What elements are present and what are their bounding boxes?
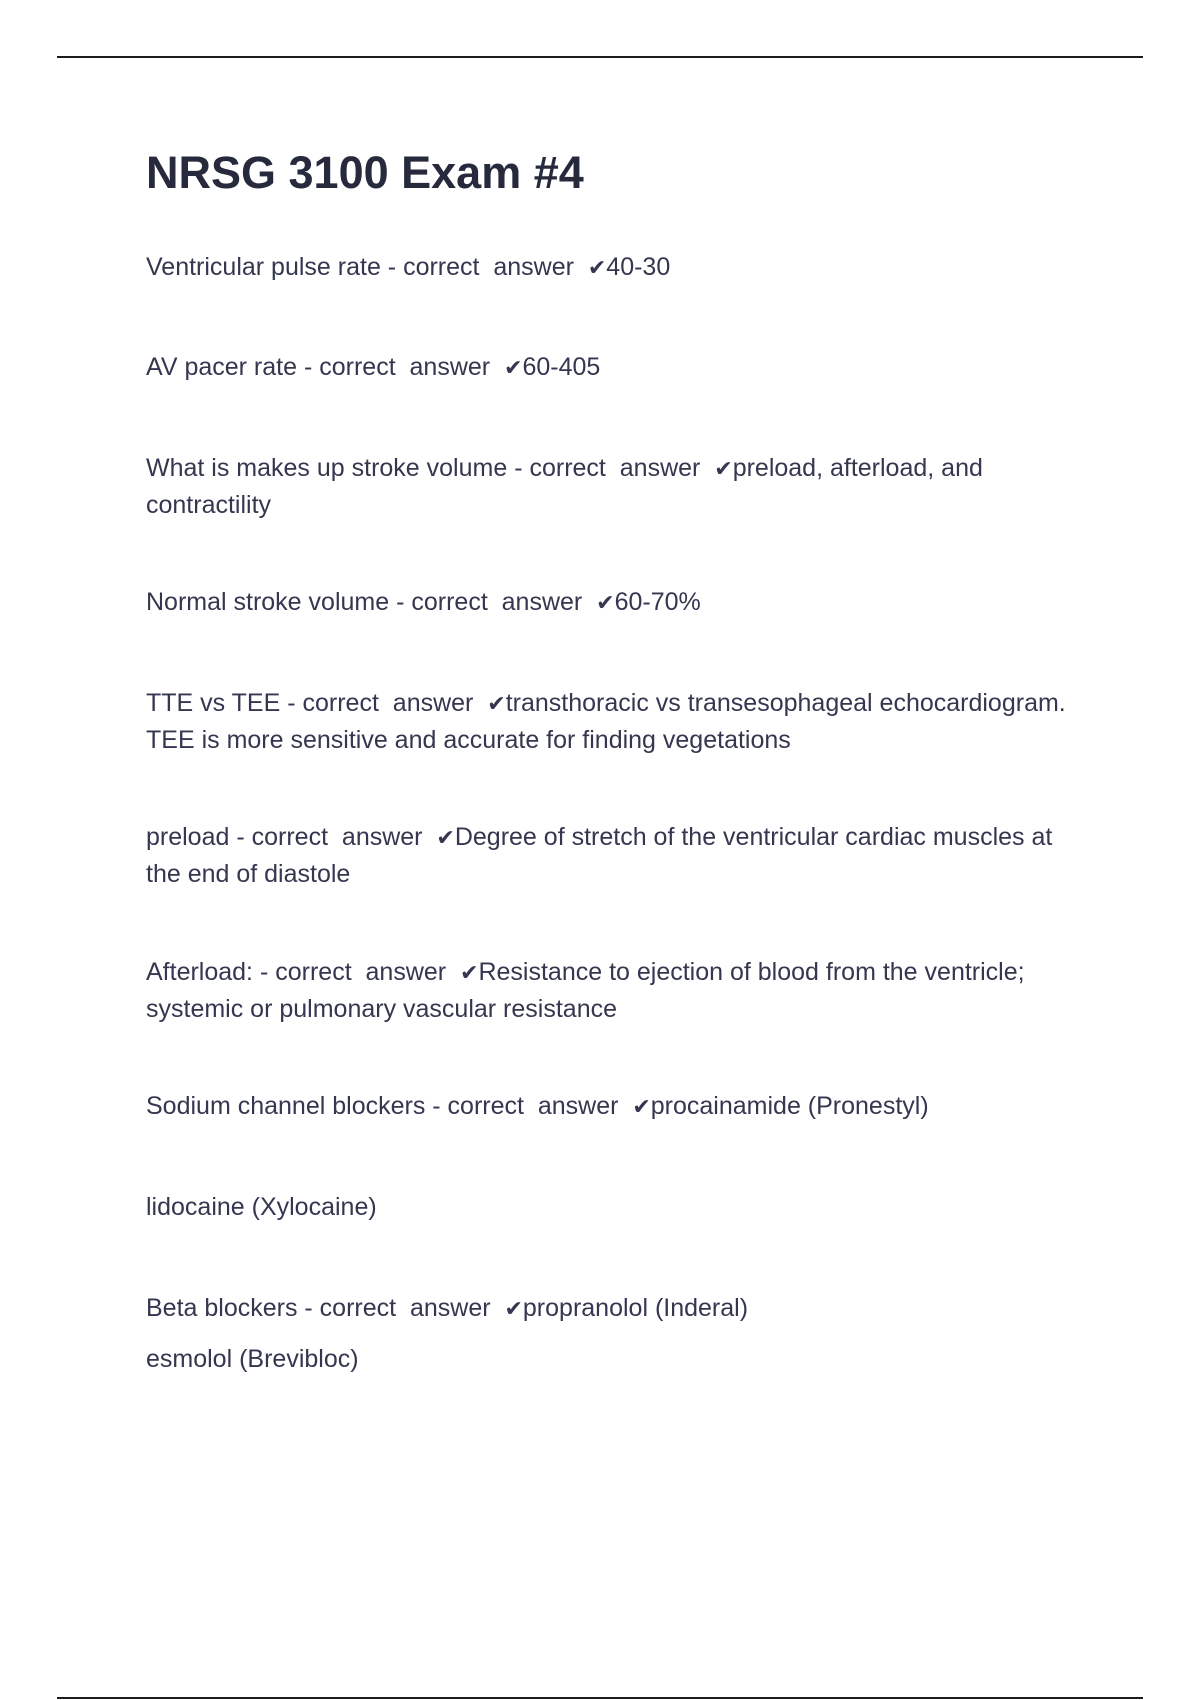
question-text: Ventricular pulse rate [146, 253, 381, 281]
answer-continuation: lidocaine (Xylocaine) [146, 1193, 377, 1221]
qa-item [146, 350, 1071, 387]
answer-text: procainamide (Pronestyl) [650, 1092, 929, 1120]
qa-item [146, 686, 1071, 757]
answer-text: preload, afterload, and contractility [146, 454, 983, 519]
qa-item [146, 585, 1071, 622]
check-icon: ✔ [504, 356, 523, 381]
check-icon: ✔ [504, 1297, 523, 1322]
question-text: TTE vs TEE [146, 689, 281, 717]
question-text: What is makes up stroke volume [146, 454, 508, 482]
answer-text: Resistance to ejection of blood from the ventricle; systemic or pulmonary vascular resistance [146, 958, 1025, 1023]
check-icon: ✔ [714, 457, 733, 482]
answer-text: 40-30 [606, 253, 671, 281]
check-icon: ✔ [436, 826, 455, 851]
check-icon: ✔ [596, 591, 615, 616]
check-icon: ✔ [460, 961, 479, 986]
answer-text: transthoracic vs transesophageal echocardiogram. TEE is more sensitive and accurate for finding vegetations [146, 689, 1066, 754]
qa-item [146, 1291, 1071, 1328]
question-text: Normal stroke volume [146, 588, 390, 616]
answer-separator: - correct answer [425, 1092, 633, 1120]
answer-separator: - correct answer [507, 454, 715, 482]
bottom-rule [57, 1697, 1143, 1699]
question-text: preload [146, 823, 230, 851]
answer-text: 60-405 [522, 353, 601, 381]
question-text: AV pacer rate [146, 353, 298, 381]
answer-continuation: esmolol (Brevibloc) [146, 1345, 359, 1373]
qa-item [146, 820, 1071, 891]
qa-item [146, 250, 1071, 287]
check-icon: ✔ [587, 256, 607, 281]
qa-item [146, 1089, 1071, 1126]
check-icon: ✔ [487, 692, 506, 717]
question-text: Beta blockers [146, 1294, 298, 1322]
answer-separator: - correct answer [389, 588, 597, 616]
top-rule [57, 56, 1143, 58]
answer-text: propranolol (Inderal) [522, 1294, 749, 1322]
answer-separator: - correct answer [297, 353, 505, 381]
check-icon: ✔ [632, 1095, 651, 1120]
qa-item [146, 955, 1071, 1026]
answer-separator: - correct answer [280, 689, 488, 717]
question-text: Sodium channel blockers [146, 1092, 426, 1120]
answer-separator: - correct answer [229, 823, 437, 851]
page-title: NRSG 3100 Exam #4 [146, 147, 584, 198]
answer-separator: - correct answer [297, 1294, 505, 1322]
qa-item [146, 451, 1071, 522]
answer-text: 60-70% [614, 588, 701, 616]
answer-text: Degree of stretch of the ventricular cardiac muscles at the end of diastole [146, 823, 1053, 888]
answer-separator: - correct answer [380, 253, 588, 281]
question-text: Afterload: [146, 958, 254, 986]
answer-separator: - correct answer [253, 958, 461, 986]
